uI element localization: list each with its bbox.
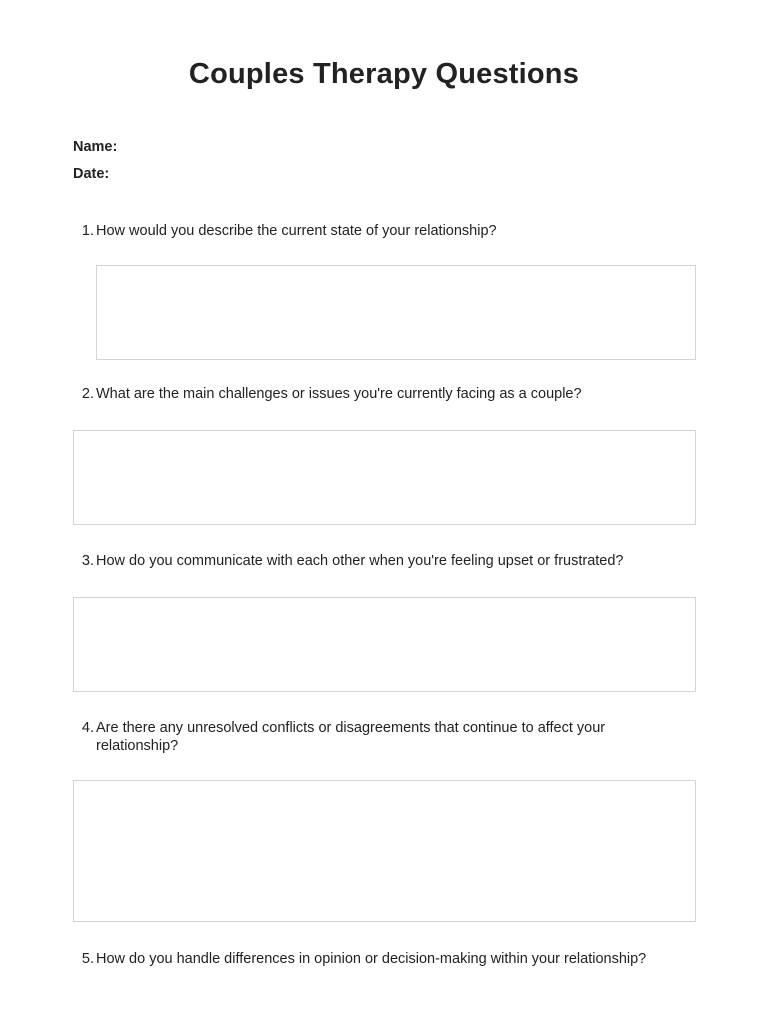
question-text: How do you communicate with each other when you're feeling upset or frustrated?: [96, 553, 624, 569]
question-1: [81, 222, 696, 240]
question-4: [81, 719, 636, 755]
question-text: Are there any unresolved conflicts or disagreements that continue to affect your relationship?: [96, 720, 606, 754]
question-number: 1.: [81, 223, 94, 239]
question-number: 5.: [81, 951, 94, 967]
answer-box-2[interactable]: [73, 430, 696, 525]
question-number: 4.: [81, 720, 94, 736]
date-label: Date:: [73, 166, 110, 182]
question-text: What are the main challenges or issues you're currently facing as a couple?: [96, 386, 582, 402]
question-text: How would you describe the current state of your relationship?: [96, 223, 497, 239]
answer-box-3[interactable]: [73, 597, 696, 692]
name-label: Name:: [73, 139, 118, 155]
question-number: 3.: [81, 553, 94, 569]
question-number: 2.: [81, 386, 94, 402]
answer-box-4[interactable]: [73, 780, 696, 922]
answer-box-1[interactable]: [96, 265, 696, 360]
question-3: [81, 552, 696, 570]
question-5: [81, 950, 716, 968]
question-2: [81, 385, 696, 403]
page-title: Couples Therapy Questions: [188, 58, 580, 90]
question-text: How do you handle differences in opinion or decision-making within your relationship?: [96, 951, 647, 967]
